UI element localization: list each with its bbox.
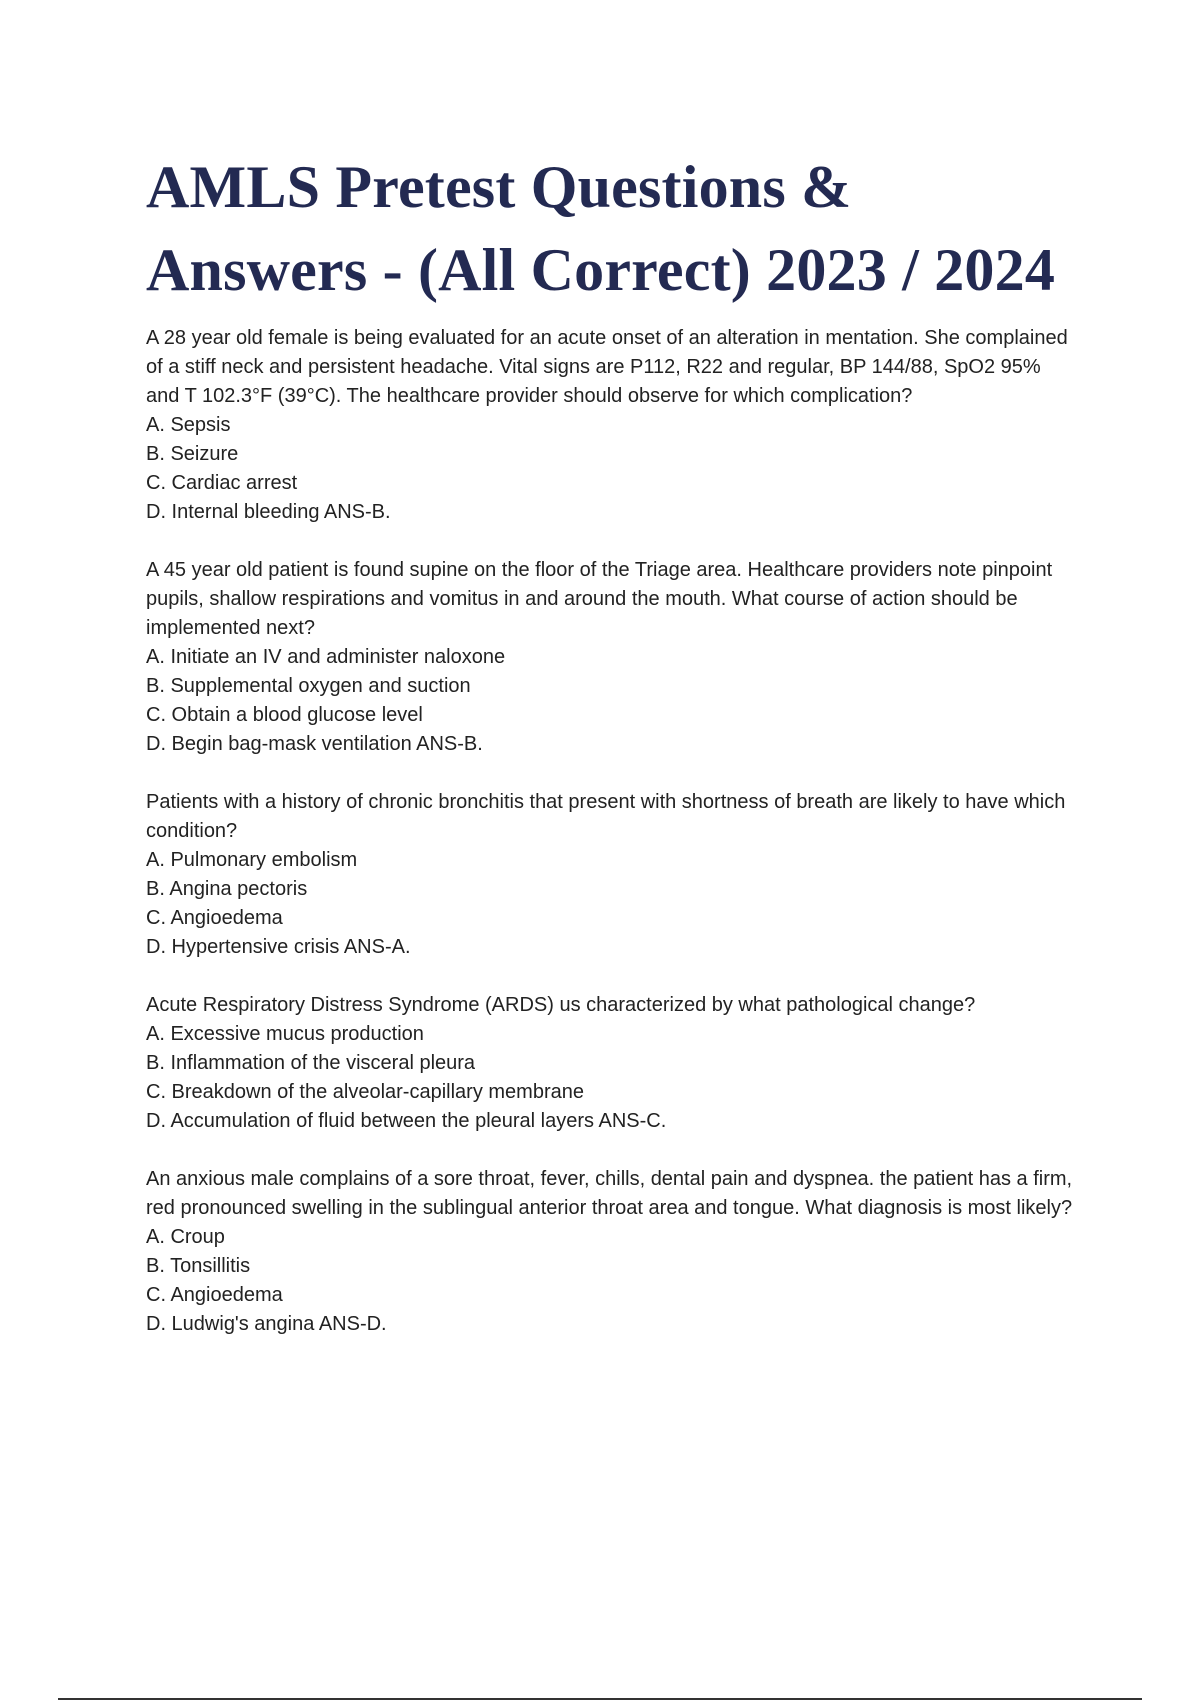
answer-options: [146, 846, 1076, 962]
question-text: A 28 year old female is being evaluated for an acute onset of an alteration in mentation. She complained of a stiff neck and persistent headache. Vital signs are P112, R22 and regular, BP 144/88, SpO2 95% and T 102.3°F (39°C). The healthcare provider should observe for which complication?: [146, 327, 1068, 407]
option-c: C. Obtain a blood glucose level: [146, 704, 423, 726]
title-line-2: Answers - (All Correct) 2023 / 2024: [146, 237, 1056, 303]
document-page: [146, 146, 1076, 1368]
option-c: C. Angioedema: [146, 1284, 283, 1306]
option-a: A. Croup: [146, 1226, 225, 1248]
option-c: C. Cardiac arrest: [146, 472, 298, 494]
option-d-with-answer: D. Internal bleeding ANS-B.: [146, 501, 391, 523]
option-b: B. Supplemental oxygen and suction: [146, 675, 471, 697]
question-text: A 45 year old patient is found supine on the floor of the Triage area. Healthcare providers note pinpoint pupils, shallow respirations and vomitus in and around the mouth. What course of action should be implemented next?: [146, 559, 1053, 639]
option-b: B. Seizure: [146, 443, 239, 465]
option-b: B. Tonsillitis: [146, 1255, 251, 1277]
question-text: Acute Respiratory Distress Syndrome (ARDS) us characterized by what pathological change?: [146, 994, 976, 1016]
option-d-with-answer: D. Ludwig's angina ANS-D.: [146, 1313, 387, 1335]
option-a: A. Initiate an IV and administer naloxone: [146, 646, 506, 668]
question-block-4: [146, 991, 1076, 1136]
answer-options: [146, 411, 1076, 527]
question-block-2: [146, 556, 1076, 759]
option-d-with-answer: D. Accumulation of fluid between the pleural layers ANS-C.: [146, 1110, 667, 1132]
answer-options: [146, 1223, 1076, 1339]
option-d-with-answer: D. Begin bag-mask ventilation ANS-B.: [146, 733, 483, 755]
option-b: B. Angina pectoris: [146, 878, 308, 900]
page-title: [146, 146, 1076, 312]
question-text: Patients with a history of chronic bronchitis that present with shortness of breath are likely to have which condition?: [146, 791, 1066, 842]
option-a: A. Excessive mucus production: [146, 1023, 424, 1045]
question-block-5: [146, 1165, 1076, 1339]
option-a: A. Pulmonary embolism: [146, 849, 358, 871]
option-d-with-answer: D. Hypertensive crisis ANS-A.: [146, 936, 411, 958]
title-line-1: AMLS Pretest Questions &: [146, 154, 852, 220]
question-list: [146, 324, 1076, 1339]
option-c: C. Breakdown of the alveolar-capillary membrane: [146, 1081, 584, 1103]
question-block-3: [146, 788, 1076, 962]
option-b: B. Inflammation of the visceral pleura: [146, 1052, 476, 1074]
question-block-1: [146, 324, 1076, 527]
question-text: An anxious male complains of a sore throat, fever, chills, dental pain and dyspnea. the patient has a firm, red pronounced swelling in the sublingual anterior throat area and tongue. What diagnosis is most likely?: [146, 1168, 1073, 1219]
answer-options: [146, 643, 1076, 759]
option-c: C. Angioedema: [146, 907, 283, 929]
option-a: A. Sepsis: [146, 414, 231, 436]
answer-options: [146, 1020, 1076, 1136]
